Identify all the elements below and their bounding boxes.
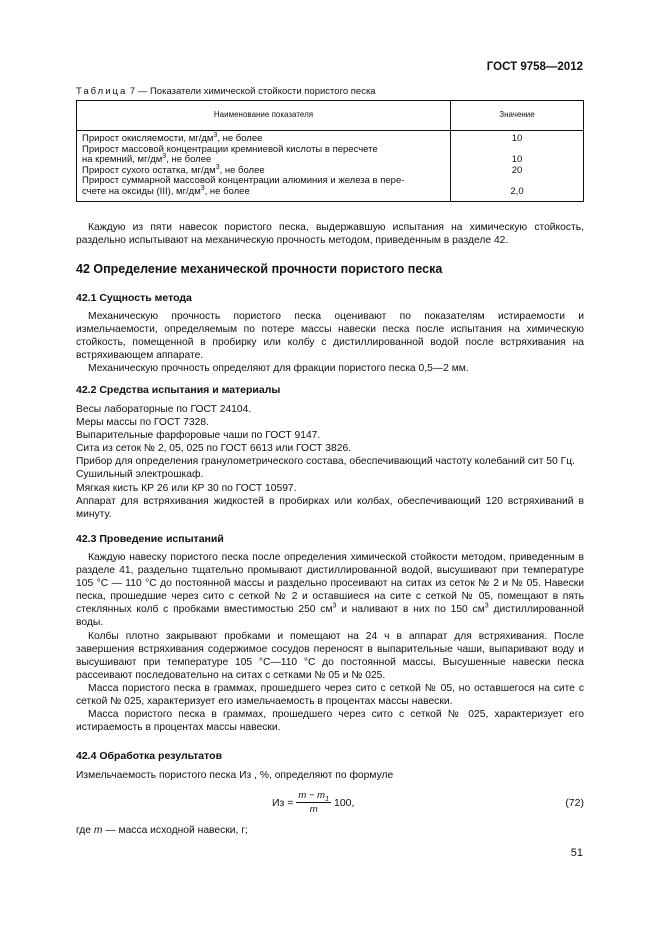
table-row: [77, 131, 584, 202]
paragraph-text: Масса пористого песка в граммах, прошедшего через сито с сеткой № 025, характеризует его истираемость в процентах массы навески.: [76, 709, 584, 734]
list-item: Мягкая кисть КР 26 или КР 30 по ГОСТ 10597.: [76, 482, 297, 494]
table-row-value: 20: [511, 164, 523, 176]
list-item: Выпарительные фарфоровые чаши по ГОСТ 9147.: [76, 430, 321, 442]
subsection-title-421: 42.1 Сущность метода: [76, 292, 192, 304]
paragraph-text: Измельчаемость пористого песка Из , %, определяют по формуле: [76, 770, 394, 781]
table-row-name: Прирост сухого остатка, $мг/дм^3$, не более: [82, 163, 265, 176]
table-row-name: Прирост массовой концентрации кремниевой кислоты в пересчете на кремний, $мг/дм^3$, не более: [82, 143, 378, 166]
subsection-title-423: 42.3 Проведение испытаний: [76, 533, 224, 545]
table-caption: [76, 86, 376, 97]
list-item: Сушильный электрошкаф.: [76, 469, 204, 481]
indicators-table: [76, 100, 584, 202]
table-row-name: Прирост окисляемости, $мг/дм^3$, не более: [82, 131, 263, 144]
table-row-name: Прирост суммарной массовой концентрации алюминия и железа в пере- счете на оксиды (III), $мг/дм^3$, не более: [82, 175, 405, 197]
list-item: Аппарат для встряхивания жидкостей в пробирках или колбах, обеспечивающий 120 встряхиваний в минуту.: [76, 495, 584, 520]
table-row-value: 10: [511, 133, 523, 144]
table-row-value: 2,0: [510, 185, 524, 197]
table-caption-text: 7 — Показатели химической стойкости пористого песка: [127, 86, 376, 97]
column-header-value: Значение: [451, 101, 584, 131]
subsection-title-424: 42.4 Обработка результатов: [76, 750, 223, 762]
formula-numerator: $m - m_1$: [298, 790, 329, 803]
paragraph-text: Каждую навеску пористого песка после определения химической стойкости методом, приведенным в разделе 41, раздельно тщательно промывают дистиллированной водой, высушивают при температуре 105 °С — 110 °С до постоянной массы и раздельно просеивают на ситах из сеток № 2 и № 05. Навески песка, прошедшие через сито с сеткой № 2 и оставшиеся на сите с сеткой № 05, помещают в пять стеклянных колб с пробками вместимостью 250 $см^3$ и наливают в них по 150 $см^3$ дистиллированной воды.: [76, 552, 584, 629]
standard-code: ГОСТ 9758—2012: [486, 61, 583, 73]
equipment-list: [76, 403, 584, 521]
subsection-424-body: [76, 769, 584, 782]
list-item: Весы лабораторные по ГОСТ 24104.: [76, 404, 252, 415]
subsection-423-body: [76, 551, 584, 734]
subsection-421-body: [76, 310, 584, 375]
paragraph-text: Каждую из пяти навесок пористого песка, выдержавшую испытания на химическую стойкость, раздельно испытывают на механическую прочность методом, приведенным в разделе 42.: [76, 222, 584, 247]
formula-lhs: Из =: [272, 796, 294, 809]
paragraph-text: Механическую прочность пористого песка оценивают по показателям истираемости и измельчаемости, определяемым по потере массы навески песка после испытания на химическую стойкость, помещенной в пробирку или колбу с дистиллированной водой после встряхивания на встряхивающем аппарате.: [76, 311, 584, 362]
list-item: Меры массы по ГОСТ 7328.: [76, 417, 209, 429]
paragraph-text: Масса пористого песка в граммах, прошедшего через сито с сеткой № 05, но оставшегося на сите с сеткой № 025, характеризует его измельчаемость в процентах массы навески.: [76, 682, 584, 708]
formula-denominator: m: [309, 804, 318, 815]
section-title: 42 Определение механической прочности пористого песка: [76, 262, 443, 276]
formula-rhs: 100,: [333, 796, 355, 809]
list-item: Прибор для определения гранулометрического состава, обеспечивающий частоту колебаний сит 50 Гц.: [76, 456, 575, 468]
table-cell-names: [77, 131, 451, 202]
page-number: 51: [570, 847, 583, 859]
paragraph-text: Механическую прочность определяют для фракции пористого песка 0,5—2 мм.: [88, 363, 469, 375]
subsection-title-422: 42.2 Средства испытания и материалы: [76, 384, 281, 396]
formula: [272, 790, 354, 815]
column-header-name: Наименование показателя: [77, 101, 451, 131]
formula-number: (72): [565, 797, 584, 809]
table-caption-word: Таблица: [76, 86, 128, 97]
paragraph-text: Колбы плотно закрывают пробками и помещают на 24 ч в аппарат для встряхивания. После завершения встряхивания содержимое сосудов переносят в выпарительные чаши, выпаривают воду и высушивают при температуре 105 °С—110 °С до постоянной массы. Высушенные навески песка рассеивают последовательно на ситах с сетками № 05 и № 025.: [76, 630, 584, 681]
formula-where: где m — масса исходной навески, г;: [76, 825, 248, 836]
paragraph-after-table: [76, 221, 584, 247]
table-cell-values: [451, 131, 584, 202]
list-item: Сита из сеток № 2, 05, 025 по ГОСТ 6613 или ГОСТ 3826.: [76, 443, 352, 455]
formula-fraction: [296, 790, 331, 815]
table-row-value: 10: [511, 154, 523, 166]
